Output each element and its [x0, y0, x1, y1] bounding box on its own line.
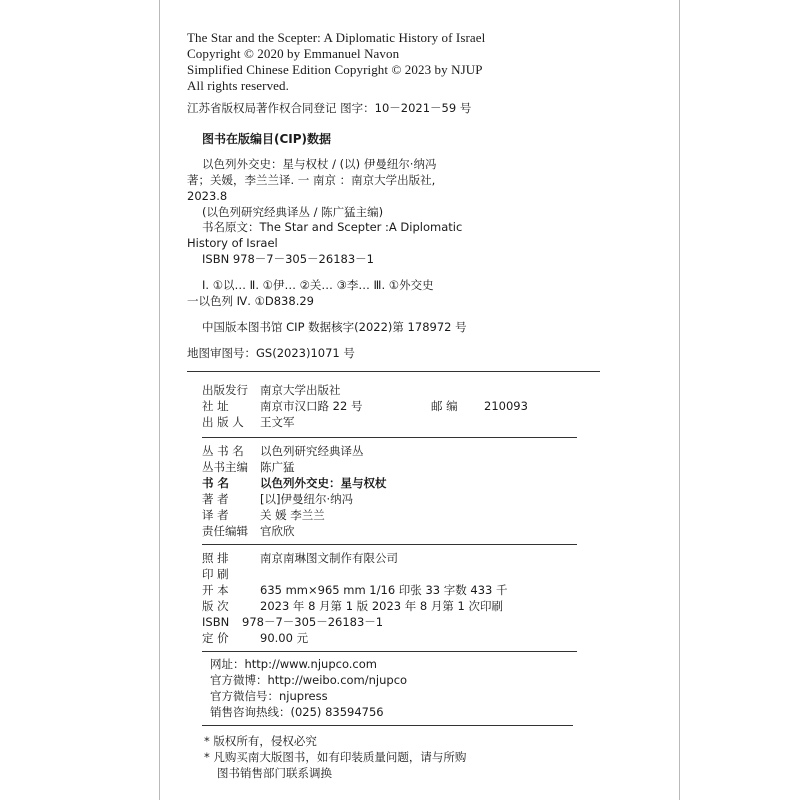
edition-label: 版 次	[202, 599, 229, 613]
divider-3	[202, 544, 577, 545]
postcode-value: 210093	[484, 399, 528, 413]
cip-line-1: 以色列外交史：星与权杖 / (以) 伊曼纽尔·纳冯	[202, 157, 437, 171]
quality-note-continued: 图书销售部门联系调换	[217, 766, 332, 780]
cip-classification-1: Ⅰ. ①以… Ⅱ. ①伊… ②关… ③李… Ⅲ. ①外交史	[202, 278, 434, 292]
publisher-label: 出版发行	[202, 383, 248, 397]
cip-line-5: 书名原文：The Star and Scepter :A Diplomatic	[202, 220, 463, 234]
cip-line-6: History of Israel	[187, 236, 278, 250]
website-line: 网址：http://www.njupco.com	[210, 657, 377, 671]
left-margin-line	[159, 0, 160, 800]
author-label: 著 者	[202, 492, 229, 506]
responsible-editor-value: 官欣欣	[260, 524, 295, 538]
sales-hotline: 销售咨询热线：(025) 83594756	[210, 705, 384, 719]
isbn-label: ISBN	[202, 615, 230, 629]
rights-note: * 版权所有，侵权必究	[204, 734, 317, 748]
address-label: 社 址	[202, 399, 229, 413]
cip-classification-2: 一以色列 Ⅳ. ①D838.29	[187, 294, 314, 308]
title-value: 以色列外交史：星与权杖	[260, 476, 387, 490]
isbn-value: 978－7－305－26183－1	[242, 615, 384, 629]
publisher-value: 南京大学出版社	[260, 383, 341, 397]
map-review-number: 地图审图号：GS(2023)1071 号	[187, 346, 355, 360]
translator-value: 关 媛 李兰兰	[260, 508, 325, 522]
copyright-author-line: Copyright © 2020 by Emmanuel Navon	[187, 46, 400, 61]
series-editor-value: 陈广猛	[260, 460, 295, 474]
series-editor-label: 丛书主编	[202, 460, 248, 474]
copyright-chinese-edition-line: Simplified Chinese Edition Copyright © 2023 by NJUP	[187, 62, 483, 77]
cip-isbn-line: ISBN 978－7－305－26183－1	[202, 252, 374, 266]
divider-1	[187, 371, 600, 372]
series-value: 以色列研究经典译丛	[260, 444, 364, 458]
quality-note: * 凡购买南大版图书，如有印装质量问题，请与所购	[204, 750, 467, 764]
format-label: 开 本	[202, 583, 229, 597]
edition-value: 2023 年 8 月第 1 版 2023 年 8 月第 1 次印刷	[260, 599, 504, 613]
copyright-registration: 江苏省版权局著作权合同登记 图字：10－2021－59 号	[187, 101, 472, 115]
translator-label: 译 者	[202, 508, 229, 522]
cip-heading: 图书在版编目(CIP)数据	[202, 132, 332, 146]
price-value: 90.00 元	[260, 631, 309, 645]
divider-5	[202, 725, 573, 726]
copyright-title-line: The Star and the Scepter: A Diplomatic History of Israel	[187, 30, 486, 45]
price-label: 定 价	[202, 631, 229, 645]
cip-line-4: (以色列研究经典译丛 / 陈广猛主编)	[202, 205, 384, 219]
all-rights-reserved: All rights reserved.	[187, 78, 290, 93]
library-cip-number: 中国版本图书馆 CIP 数据核字(2022)第 178972 号	[202, 320, 467, 334]
weibo-line: 官方微博：http://weibo.com/njupco	[210, 673, 408, 687]
format-value: 635 mm×965 mm 1/16 印张 33 字数 433 千	[260, 583, 508, 597]
publisher-person-label: 出 版 人	[202, 415, 244, 429]
wechat-line: 官方微信号：njupress	[210, 689, 328, 703]
publisher-person-value: 王文军	[260, 415, 295, 429]
divider-2	[202, 437, 577, 438]
typeset-label: 照 排	[202, 551, 229, 565]
typeset-value: 南京南琳图文制作有限公司	[260, 551, 398, 565]
printing-label: 印 刷	[202, 567, 229, 581]
divider-4	[202, 651, 577, 652]
postcode-label: 邮 编	[431, 399, 458, 413]
cip-line-2: 著；关媛，李兰兰译. 一 南京 ：南京大学出版社,	[187, 173, 436, 187]
series-label: 丛 书 名	[202, 444, 244, 458]
right-margin-line	[679, 0, 680, 800]
author-value: [以]伊曼纽尔·纳冯	[260, 492, 354, 506]
title-label: 书 名	[202, 476, 230, 490]
cip-line-3: 2023.8	[187, 189, 228, 203]
address-value: 南京市汉口路 22 号	[260, 399, 363, 413]
responsible-editor-label: 责任编辑	[202, 524, 248, 538]
